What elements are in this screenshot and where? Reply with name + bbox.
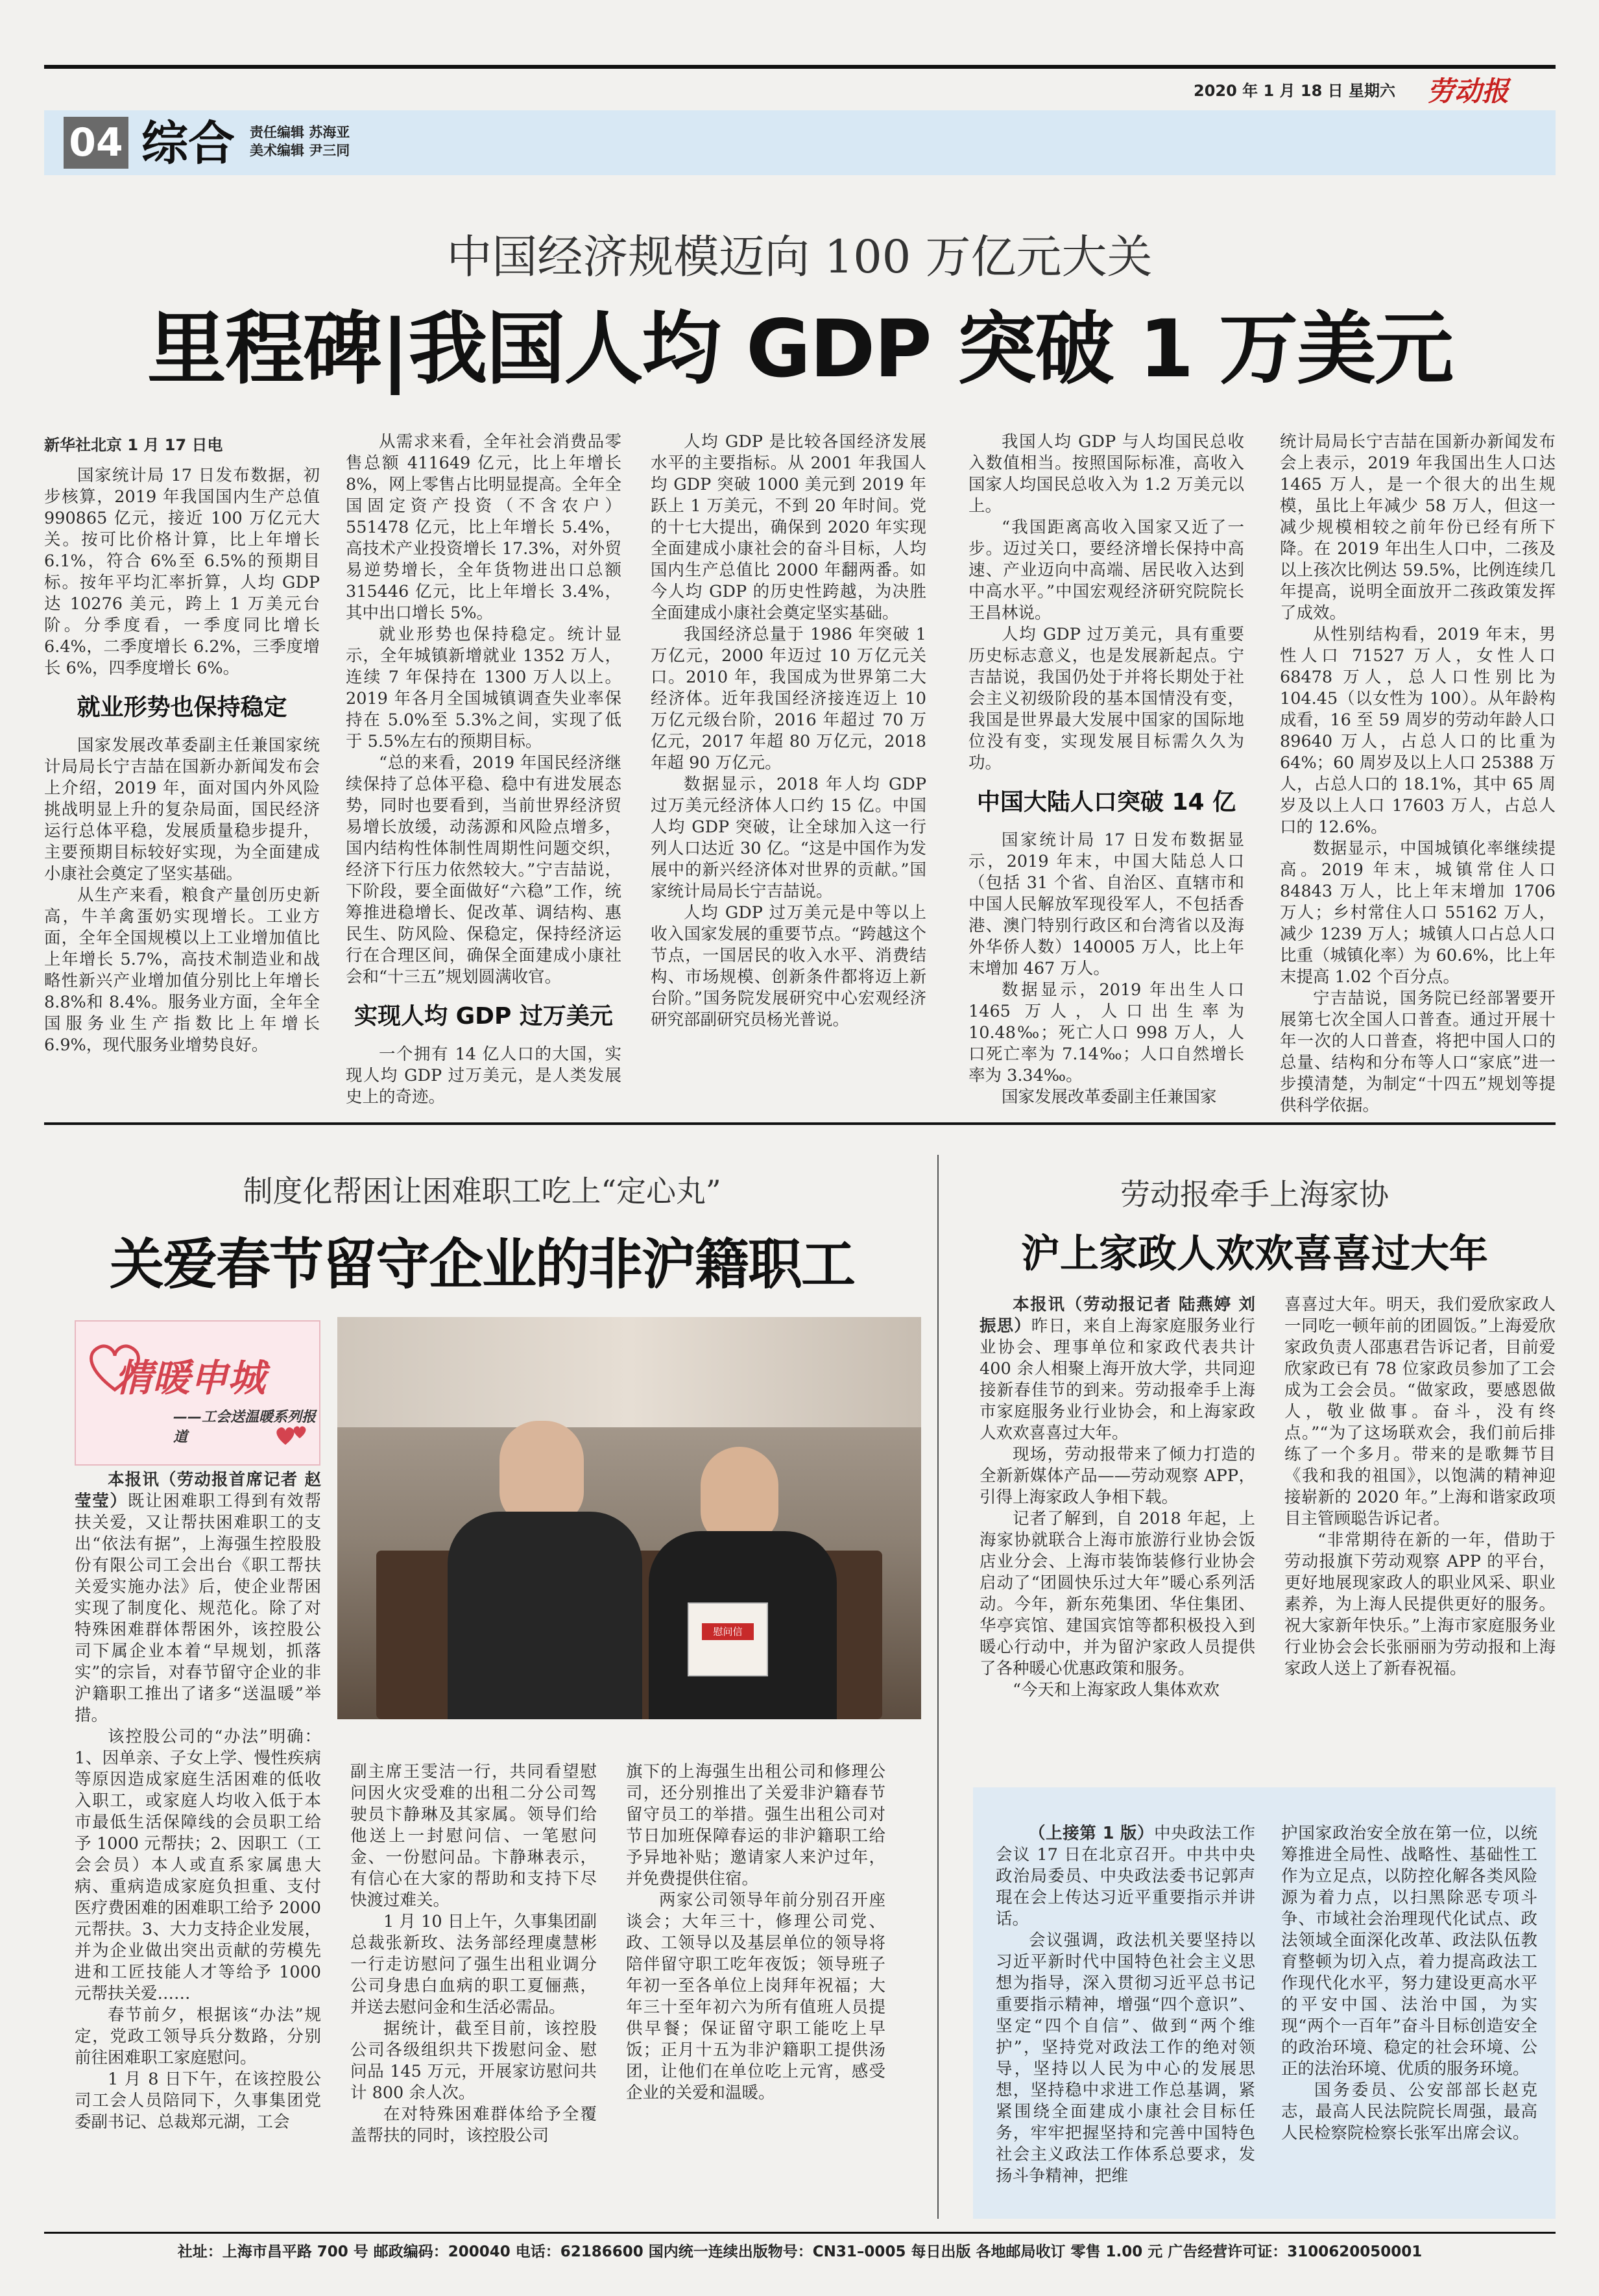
boxed-lead-text: 中央政法工作会议 17 日在北京召开。中共中央政治局委员、中央政法委书记郭声琨在会上传达习近平重要指示并讲话。	[996, 1824, 1255, 1929]
lead-paragraph: 数据显示，2019 年出生人口 1465 万人，人口出生率为 10.48‰；死亡人口 998 万人，人口死亡率为 7.14‰；人口自然增长率为 3.34‰。	[968, 980, 1244, 1085]
column-divider	[937, 1155, 939, 2219]
left-story-paragraph: 1 月 8 日下午，在该控股公司工会人员陪同下，久事集团党委副书记、总裁郑元湖，工会	[75, 2070, 321, 2132]
right-story-paragraph: “今天和上海家政人集体欢欢	[1013, 1680, 1220, 1700]
boxed-story-paragraph: 国务委员、公安部部长赵克志，最高人民法院院长周强，最高人民检察院检察长张军出席会议。	[1281, 2081, 1537, 2143]
right-story-column-1	[980, 1294, 1255, 1701]
lead-paragraph: 数据显示，中国城镇化率继续提高。2019 年末，城镇常住人口 84843 万人，比上年末增加 1706 万人；乡村常住人口 55162 万人，减少 1239 万人；城镇人口占总人口比重（城镇化率）为 60.6%，比上年末提高 1.02 个百分点。	[1280, 839, 1556, 987]
left-story-paragraph: 春节前夕，根据该“办法”规定，党政工领导兵分数路，分别前往困难职工家庭慰问。	[75, 2005, 321, 2068]
top-rule	[44, 65, 1556, 69]
lead-paragraph: 一个拥有 14 亿人口的大国，实现人均 GDP 过万美元，是人类发展史上的奇迹。	[346, 1045, 621, 1107]
left-story-paragraph: 在对特殊困难群体给予全覆盖帮扶的同时，该控股公司	[350, 2105, 597, 2145]
right-byline: 本报讯（劳动报记者 陆燕婷 刘振思）	[980, 1295, 1255, 1336]
left-story-paragraph: 副主席王雯洁一行，共同看望慰问因火灾受难的出租二分公司驾驶员卞静琳及其家属。领导们给他送上一封慰问信、一笔慰问金、一份慰问品。卞静琳表示，有信心在大家的帮助和支持下尽快渡过难关。	[350, 1762, 597, 1910]
art-editor-label: 美术编辑	[250, 143, 304, 158]
lead-headline: 里程碑|我国人均 GDP 突破 1 万美元	[147, 303, 1453, 395]
series-badge	[75, 1320, 320, 1466]
lead-paragraph: “总的来看，2019 年国民经济继续保持了总体平稳、稳中有进发展态势，同时也要看到，当前世界经济贸易增长放缓，动荡源和风险点增多，国内结构性体制性周期性问题交织，经济下行压力依然较大。”宁吉喆说，下阶段，要全面做好“六稳”工作，统筹推进稳增长、促改革、调结构、惠民生、防风险、保稳定，保持经济运行在合理区间，确保全面建成小康社会和“十三五”规划圆满收官。	[346, 753, 621, 987]
lead-subhead-gdp: 实现人均 GDP 过万美元	[354, 1003, 613, 1030]
lead-paragraph: 从性别结构看，2019 年末，男性人口 71527 万人，女性人口 68478 万人，总人口性别比为 104.45（以女性为 100）。从年龄构成看，16 至 59 周岁的劳动年龄人口 89640 万人，占总人口的比重为 64%；60 周岁及以上人口 25388 万人，占总人口的 18.1%，其中 65 周岁及以上人口 17603 万人，占总人口的 12.6%。	[1280, 625, 1556, 837]
section-title: 综合	[141, 115, 235, 171]
right-story-column-2	[1284, 1294, 1556, 1680]
right-story-paragraph: 记者了解到，自 2018 年起，上海家协就联合上海市旅游行业协会饭店业分会、上海市装饰装修行业协会启动了“团圆快乐过大年”暖心系列活动。今年，新东苑集团、华住集团、华亭宾馆、建国宾馆等都积极投入到暖心行动中，并为留沪家政人员提供了各种暖心优惠政策和服务。	[980, 1509, 1255, 1678]
lead-paragraph: 国家统计局 17 日发布数据显示，2019 年末，中国大陆总人口（包括 31 个省、自治区、直辖市和中国人民解放军现役军人，不包括香港、澳门特别行政区和台湾省以及海外华侨人数）140005 万人，比上年末增加 467 万人。	[968, 830, 1244, 978]
boxed-story-paragraph: 会议强调，政法机关要坚持以习近平新时代中国特色社会主义思想为指导，深入贯彻习近平总书记重要指示精神，增强“四个意识”、坚定“四个自信”、做到“两个维护”，坚持党对政法工作的绝对领导，坚持以人民为中心的发展思想，坚持稳中求进工作总基调，紧紧围绕全面建成小康社会目标任务，牢牢把握坚持和完善中国特色社会主义政法工作体系总要求，发扬斗争精神，把维	[996, 1931, 1255, 2186]
newspaper-logo: 劳动报	[1427, 75, 1509, 107]
right-story-paragraph: “非常期待在新的一年，借助于劳动报旗下劳动观察 APP 的平台，更好地展现家政人的职业风采、职业素养，为上海人民提供更好的服务。祝大家新年快乐。”上海市家庭服务业行业协会会长张丽丽为劳动报和上海家政人送上了新春祝福。	[1284, 1530, 1556, 1678]
right-story-paragraph	[980, 1294, 1255, 1444]
editor-label: 责任编辑	[250, 125, 304, 140]
lead-kicker: 中国经济规模迈向 100 万亿元大关	[446, 230, 1153, 284]
left-byline: 本报讯（劳动报首席记者 赵莹莹）	[75, 1470, 321, 1511]
left-story-paragraph: 1 月 10 日上午，久事集团副总裁张新玫、法务部经理虞慧彬一行走访慰问了强生出租业调分公司身患白血病的职工夏俪燕，并送去慰问金和生活必需品。	[350, 1912, 597, 2017]
lead-column-5	[1280, 431, 1556, 1117]
lead-paragraph: 就业形势也保持稳定。统计显示，全年城镇新增就业 1352 万人，连续 7 年保持在 1300 万人以上。2019 年各月全国城镇调查失业率保持在 5.0%至 5.3%之间，实现了低于 5.5%左右的预期目标。	[346, 625, 621, 751]
lead-dateline: 新华社北京 1 月 17 日电	[44, 436, 223, 454]
issue-date: 2020 年 1 月 18 日 星期六	[1194, 82, 1396, 100]
lead-column-3	[651, 431, 926, 1031]
left-kicker: 制度化帮困让困难职工吃上“定心丸”	[243, 1174, 721, 1209]
editor-name: 苏海亚	[309, 125, 350, 140]
lead-paragraph: 宁吉喆说，国务院已经部署要开展第七次全国人口普查。通过开展十年一次的人口普查，将把中国人口的总量、结构和分布等人口“家底”进一步摸清楚，为制定“十四五”规划等提供科学依据。	[1280, 989, 1556, 1115]
lead-paragraph: 从需求来看，全年社会消费品零售总额 411649 亿元，比上年增长 8%，网上零售占比明显提高。全年全国固定资产投资（不含农户）551478 亿元，比上年增长 5.4%，高技术产业投资增长 17.3%，对外贸易逆势增长，全年货物进出口总额 315446 亿元，比上年增长 3.4%，其中出口增长 5%。	[346, 432, 621, 623]
left-story-paragraph: 两家公司领导年前分别召开座谈会；大年三十，修理公司党、政、工领导以及基层单位的领导将陪伴留守职工吃年夜饭；领导班子年初一至各单位上岗拜年祝福；大年三十至年初六为所有值班人员提供早餐；保证留守职工能吃上早饭；正月十五为非沪籍职工提供汤团，让他们在单位吃上元宵，感受企业的关爱和温暖。	[626, 1891, 885, 2103]
photo-envelope-label: 慰问信	[702, 1623, 754, 1640]
footer-rule	[44, 2232, 1556, 2234]
lead-paragraph: 国家发展改革委副主任兼国家统计局局长宁吉喆在国新办新闻发布会上介绍，2019 年，面对国内外风险挑战明显上升的复杂局面，国民经济运行总体平稳，发展质量稳步提升，主要预期目标较好实现，为全面建成小康社会奠定了坚实基础。	[44, 736, 320, 884]
left-story-paragraph	[75, 1469, 321, 1726]
boxed-story-paragraph	[996, 1823, 1255, 1930]
editor-credits	[250, 123, 350, 160]
left-lead-text: 既让困难职工得到有效帮扶关爱，又让帮扶困难职工的支出“依法有据”，上海强生控股股份有限公司工会出台《职工帮扶关爱实施办法》后，使企业帮困实现了制度化、规范化。除了对特殊困难群体帮困外，该控股公司下属企业本着“早规划，抓落实”的宗旨，对春节留守企业的非沪籍职工推出了诸多“送温暖”举措。	[75, 1492, 321, 1725]
badge-subtitle: ——工会送温暖系列报道	[173, 1409, 317, 1445]
lead-paragraph: 人均 GDP 过万美元是中等以上收入国家发展的重要节点。“跨越这个节点，一国居民的收入水平、消费结构、市场规模、创新条件都将迈上新台阶。”国务院发展研究中心宏观经济研究部副研究员杨光普说。	[651, 903, 926, 1030]
lead-column-2	[346, 431, 621, 1108]
boxed-story-column-1	[996, 1823, 1255, 2187]
lead-paragraph: 数据显示，2018 年人均 GDP 过万美元经济体人口约 15 亿。中国人均 GDP 突破，让全球加入这一行列人口达近 30 亿。“这是中国作为发展中的新兴经济体对世界的贡献。”国家统计局局长宁吉喆说。	[651, 775, 926, 901]
art-editor-name: 尹三同	[309, 143, 350, 158]
lead-paragraph: 国家发展改革委副主任兼国家	[1002, 1087, 1217, 1107]
left-story-paragraph: 旗下的上海强生出租公司和修理公司，还分别推出了关爱非沪籍春节留守员工的举措。强生出租公司对节日加班保障春运的非沪籍职工给予异地补贴；邀请家人来沪过年，并免费提供住宿。	[626, 1762, 885, 1889]
photo-envelope	[688, 1602, 768, 1676]
photo-person-left-head	[499, 1421, 584, 1525]
photo-wall	[337, 1317, 921, 1427]
continued-from-label: （上接第 1 版）	[1029, 1824, 1155, 1843]
lead-column-4	[968, 431, 1244, 1108]
badge-title: 情暖申城	[115, 1356, 266, 1400]
lead-subhead-employment: 就业形势也保持稳定	[77, 694, 287, 721]
section-divider	[44, 1122, 1556, 1125]
right-story-paragraph: 喜喜过大年。明天，我们爱欣家政人一同吃一顿年前的团圆饭。”上海爱欣家政负责人邵惠君告诉记者，目前爱欣家政已有 78 位家政员参加了工会成为工会会员。“做家政，要感恩做人，敬业做事。奋斗，没有终点。”“为了这场联欢会，我们前后排练了一个多月。带来的是歌舞节目《我和我的祖国》，以饱满的精神迎接崭新的 2020 年。”上海和谐家政项目主管顾聪告诉记者。	[1284, 1295, 1556, 1529]
left-headline: 关爱春节留守企业的非沪籍职工	[109, 1233, 854, 1296]
left-story-paragraph: 该控股公司的“办法”明确：1、因单亲、子女上学、慢性疾病等原因造成家庭生活困难的低收入职工，或家庭人均收入低于本市最低生活保障线的会员职工给予 1000 元帮扶；2、因职工（工会会员）本人或直系家属患大病、重病造成家庭负担重、支付医疗费困难的困难职工给予 2000 元帮扶。3、大力支持企业发展，并为企业做出突出贡献的劳模先进和工匠技能人才等给予 1000 元帮扶关爱……	[75, 1727, 321, 2003]
news-photo	[337, 1317, 921, 1719]
page-number: 04	[64, 117, 128, 169]
photo-person-left-body	[448, 1512, 642, 1719]
right-headline: 沪上家政人欢欢喜喜过大年	[1021, 1231, 1488, 1277]
lead-paragraph: 我国经济总量于 1986 年突破 1 万亿元，2000 年迈过 10 万亿元关口。2010 年，我国成为世界第二大经济体。近年我国经济接连迈上 10 万亿元级台阶，2016 年超过 70 万亿元，2017 年超 80 万亿元，2018 年超 90 万亿元。	[651, 625, 926, 773]
hearts-icon	[272, 1419, 311, 1451]
right-kicker: 劳动报牵手上海家协	[1120, 1177, 1389, 1212]
photo-person-right-head	[701, 1447, 778, 1544]
footer-imprint: 社址：上海市昌平路 700 号 邮政编码：200040 电话：62186600 国内统一连续出版物号：CN31–0005 每日出版 各地邮局收订 零售 1.00 元 广告经营许可证：3100620050001	[177, 2243, 1423, 2260]
right-story-paragraph: 现场，劳动报带来了倾力打造的全新新媒体产品——劳动观察 APP，引得上海家政人争相下载。	[980, 1445, 1255, 1507]
right-lead-text: 昨日，来自上海家庭服务业行业协会、理事单位和家政代表共计 400 余人相聚上海开放大学，共同迎接新春佳节的到来。劳动报牵手上海市家庭服务业行业协会，和上海家政人欢欢喜喜过大年。	[980, 1316, 1255, 1443]
lead-paragraph: 统计局局长宁吉喆在国新办新闻发布会上表示，2019 年我国出生人口达 1465 万人，是一个很大的出生规模，虽比上年减少 58 万人，但这一减少规模相较之前年份已经有所下降。在 2019 年出生人口中，二孩及以上孩次比例达 59.5%，比例连续几年提高，说明全面放开二孩政策发挥了成效。	[1280, 432, 1556, 623]
lead-paragraph: 国家统计局 17 日发布数据，初步核算，2019 年我国国内生产总值 990865 亿元，接近 100 万亿元大关。按可比价格计算，比上年增长 6.1%，符合 6%至 6.5%的预期目标。按年平均汇率折算，人均 GDP 达 10276 美元，跨上 1 万美元台阶。分季度看，一季度同比增长 6.4%，二季度增长 6.2%，三季度增长 6%，四季度增长 6%。	[44, 466, 320, 678]
lead-paragraph: 人均 GDP 是比较各国经济发展水平的主要指标。从 2001 年我国人均 GDP 突破 1000 美元到 2019 年跃上 1 万美元，不到 20 年时间。党的十七大提出，确保到 2020 年实现全面建成小康社会的奋斗目标，人均国内生产总值比 2000 年翻两番。如今人均 GDP 的历史性跨越，为决胜全面建成小康社会奠定坚实基础。	[651, 432, 926, 623]
left-story-column-1	[75, 1469, 321, 2133]
lead-paragraph: 人均 GDP 过万美元，具有重要历史标志意义，也是发展新起点。宁吉喆说，我国仍处于并将长期处于社会主义初级阶段的基本国情没有变，我国是世界最大发展中国家的国际地位没有变，实现发展目标需久久为功。	[968, 625, 1244, 773]
lead-paragraph: 我国人均 GDP 与人均国民总收入数值相当。按照国际标准，高收入国家人均国民总收入为 1.2 万美元以上。	[968, 432, 1244, 516]
boxed-story-column-2	[1281, 1823, 1537, 2144]
left-story-column-3	[626, 1761, 885, 2104]
left-story-column-2	[350, 1761, 597, 2147]
boxed-story-paragraph: 护国家政治安全放在第一位，以统筹推进全局性、战略性、基础性工作为立足点，以防控化解各类风险源为着力点，以扫黑除恶专项斗争、市域社会治理现代化试点、政法领域全面深化改革、政法队伍教育整顿为切入点，着力提高政法工作现代化水平，努力建设更高水平的平安中国、法治中国，为实现“两个一百年”奋斗目标创造安全的政治环境、稳定的社会环境、公正的法治环境、优质的服务环境。	[1281, 1824, 1537, 2079]
lead-column-1	[44, 435, 320, 1056]
lead-paragraph: 从生产来看，粮食产量创历史新高，牛羊禽蛋奶实现增长。工业方面，全年全国规模以上工业增加值比上年增长 5.7%，高技术制造业和战略性新兴产业增加值分别比上年增长 8.8%和 8.4%。服务业方面，全年全国服务业生产指数比上年增长 6.9%，现代服务业增势良好。	[44, 886, 320, 1055]
lead-paragraph: “我国距离高收入国家又近了一步。迈过关口，要经济增长保持中高速、产业迈向中高端、居民收入达到中高水平。”中国宏观经济研究院院长王昌林说。	[968, 518, 1244, 623]
left-story-paragraph: 据统计，截至目前，该控股公司各级组织共下拨慰问金、慰问品 145 万元，开展家访慰问共计 800 余人次。	[350, 2019, 597, 2103]
lead-subhead-population: 中国大陆人口突破 14 亿	[976, 789, 1236, 816]
